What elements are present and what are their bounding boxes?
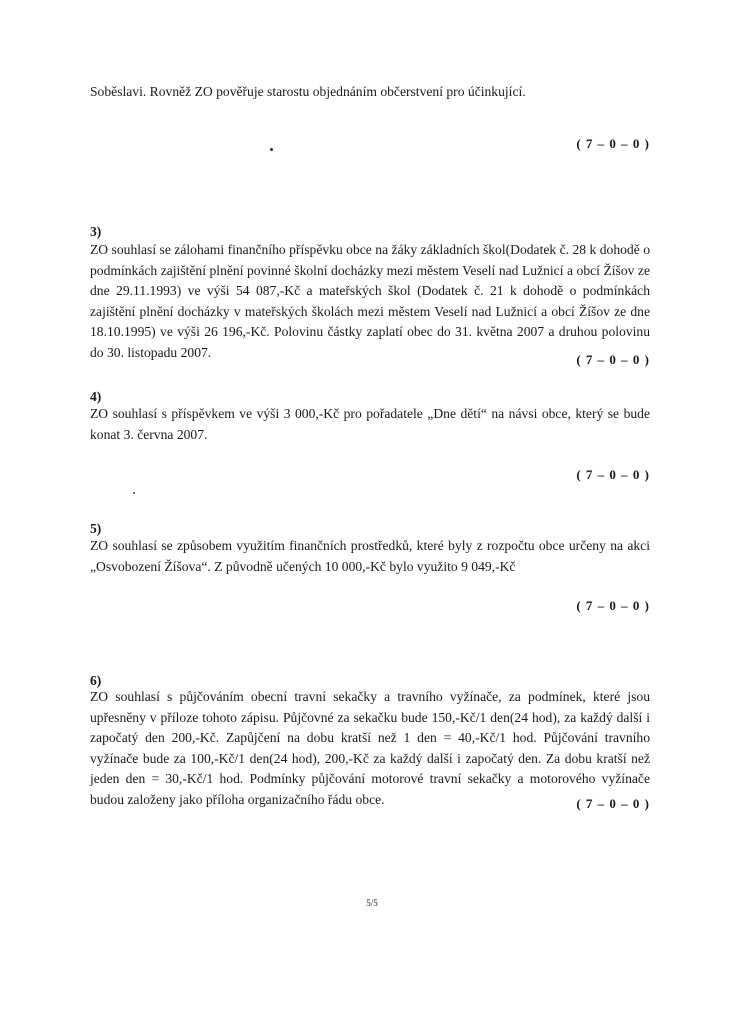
item-5-number: 5) <box>90 521 102 536</box>
item-4-vote-result: ( 7 – 0 – 0 ) <box>576 467 650 482</box>
item-6-text: ZO souhlasí s půjčováním obecní travní sekačky a travního vyžínače, za podmínek, které jsou upřesněny v příloze tohoto zápisu. Půjčovné za sekačku bude 150,-Kč/1 den(24 hod), za každý další i započatý den 200,-Kč. Zapůjčení na dobu kratší než 1 den = 40,-Kč/1 hod. Půjčování travního vyžínače bude za 100,-Kč/1 den(24 hod), 200,-Kč za každý další i započatý den. Za dobu kratší než jeden den = 30,-Kč/1 hod. Podmínky půjčování motorové travní sekačky a motorového vyžínače budou založeny jako příloha organizačního řádu obce. <box>90 689 650 807</box>
item-5-text: ZO souhlasí se způsobem využitím finančních prostředků, které byly z rozpočtu obce určeny na akci „Osvobození Žíšova“. Z původně učených 10 000,-Kč bylo využito 9 049,-Kč <box>90 538 650 574</box>
intro-vote-result: ( 7 – 0 – 0 ) <box>576 136 650 151</box>
item-6-vote-result: ( 7 – 0 – 0 ) <box>576 796 650 811</box>
item-6-number: 6) <box>90 673 102 688</box>
item-4-number: 4) <box>90 389 102 404</box>
page-number: 5/5 <box>366 898 378 908</box>
item-4-text: ZO souhlasí s příspěvkem ve výši 3 000,-Kč pro pořadatele „Dne dětí“ na návsi obce, který se bude konat 3. června 2007. <box>90 406 650 442</box>
item-5-vote-result: ( 7 – 0 – 0 ) <box>576 598 650 613</box>
item-3-vote-result: ( 7 – 0 – 0 ) <box>576 352 650 367</box>
intro-paragraph: Soběslavi. Rovněž ZO pověřuje starostu objednáním občerstvení pro účinkující. <box>90 84 526 99</box>
scan-speck <box>270 148 273 151</box>
scan-speck <box>133 492 135 494</box>
item-3-number: 3) <box>90 224 102 239</box>
item-3-text: ZO souhlasí se zálohami finančního příspěvku obce na žáky základních škol(Dodatek č. 28 k dohodě o podmínkách zajištění plnění povinné školní docházky mezi městem Veselí nad Lužnicí a obcí Žíšov ze dne 29.11.1993) ve výši 54 087,-Kč a mateřských škol (Dodatek č. 21 k dohodě o podmínkách zajištění plnění docházky v mateřských školách mezi městem Veselí nad Lužnicí a obcí Žíšov ze dne 18.10.1995) ve výši 26 196,-Kč. Polovinu částky zaplatí obec do 31. května 2007 a druhou polovinu do 30. listopadu 2007. <box>90 242 650 360</box>
